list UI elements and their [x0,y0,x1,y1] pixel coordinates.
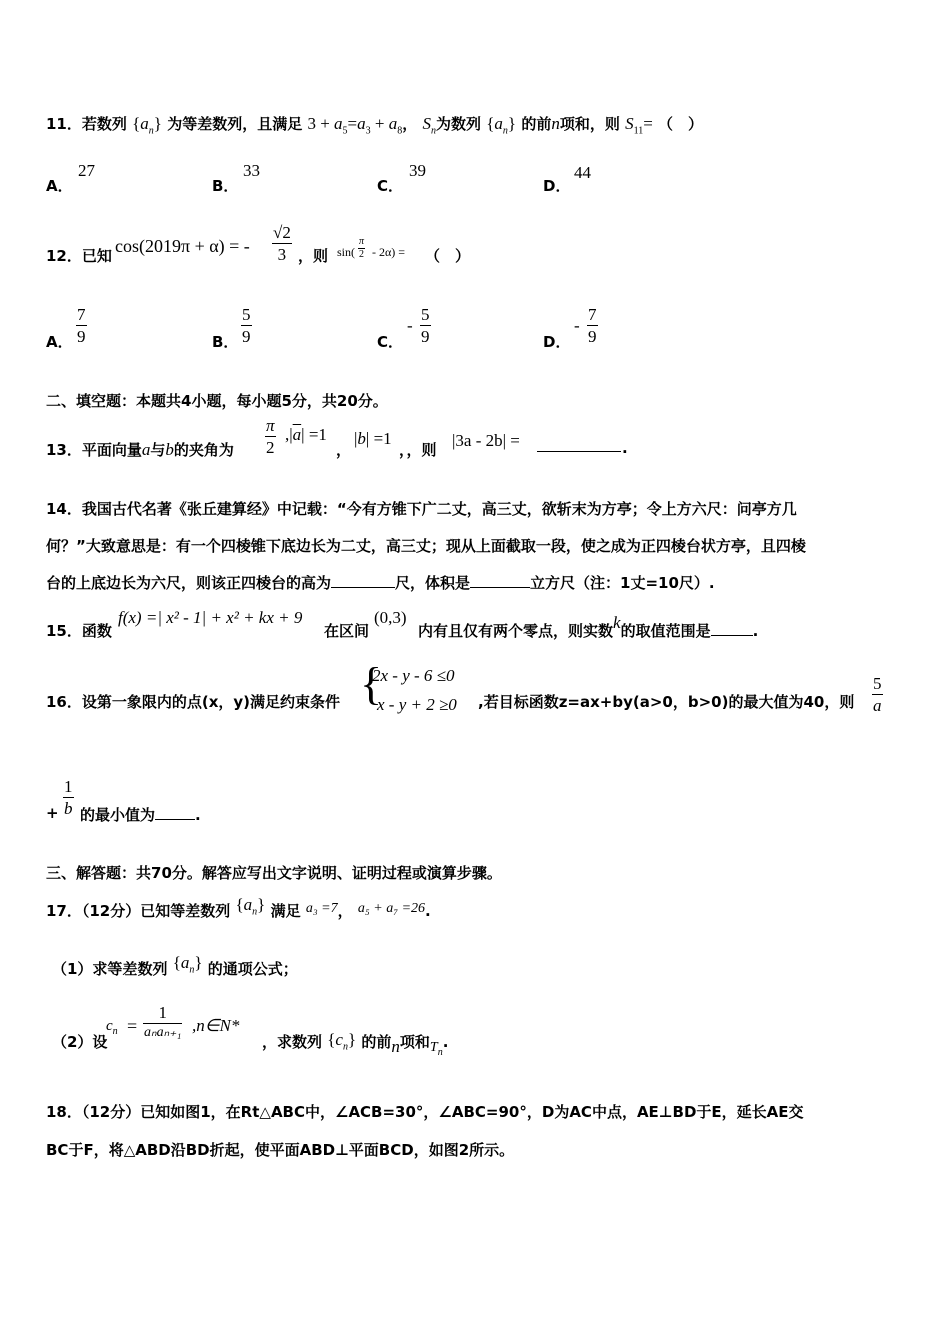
q15-answer-blank[interactable] [711,621,753,636]
q11-condition: $3 + a_5=a_3 + a_8$ [307,114,403,137]
q17-cond1: a₃ =7 [305,901,338,916]
q16-number: 16． [46,693,82,711]
q13-abs-b: |b| =1 [354,429,392,448]
q13-abs-a: $,|\overline{a}| =1$ [285,425,327,444]
q17-frac-cn: 1 aₙaₙ₊₁ [144,1003,182,1040]
q15-interval: (0,3) [374,608,407,627]
q16-line: 16．设第一象限内的点(x，y)满足约束条件 [46,693,341,711]
q16-frac-5-a: 5 a [873,674,882,715]
q14-line2: 何？”大致意思是：有一个四棱锥下底边长为二丈，高三丈；现从上面截取一段，使之成为正四棱台状方亭，且四棱 [46,537,806,555]
q15-function-expr: f(x) =| x² - 1| + x² + kx + 9 [118,608,303,627]
q16-frac-1-b: 1 b [64,777,73,818]
q12-frac-sqrt2-3: √2 3 [273,223,291,264]
seq-brace: $\{a_n\}$ [132,114,162,137]
q13-answer-blank[interactable] [537,437,621,452]
q14-line3: 台的上底边长为六尺，则该正四棱台的高为 尺，体积是 立方尺（注：1丈=10尺）. [46,574,715,592]
q15-number: 15． [46,622,82,640]
q14-height-blank[interactable] [331,573,395,588]
q16-answer-blank[interactable] [155,805,195,820]
q16-constraint-brace: { [360,658,383,709]
q16-constraint-2: x - y + 2 ≥0 [377,695,457,714]
q17-part2: （2）设 [52,1033,108,1051]
section-3-heading: 三、解答题：共70分。解答应写出文字说明、证明过程或演算步骤。 [46,864,502,882]
q18-line2: BC于F，将△ABD沿BD折起，使平面ABD⊥平面BCD，如图2所示。 [46,1141,515,1159]
q16-constraint-1: 2x - y - 6 ≤0 [372,666,455,685]
q13-expr: |3a - 2b| = [452,431,520,450]
q13-frac-pi-2: π 2 [266,416,275,457]
q17-part1: （1）求等差数列 $\{a_n\}$ 的通项公式； [52,953,298,978]
q17-cond2: a₅ + a₇ =26 [357,901,426,916]
q11-number: 11． [46,115,82,133]
q13-line: 13．平面向量a与b的夹角为 [46,440,234,459]
q12-number: 12． [46,247,82,265]
q14-volume-blank[interactable] [470,573,530,588]
q17-number: 17．（12分）已知等差数列 [46,902,231,920]
q12-cos-expr: cos(2019π + α) = - [115,236,250,256]
q18-line1: 18．（12分）已知如图1，在Rt△ABC中，∠ACB=30°，∠ABC=90°，D为AC中点，AE⊥BD于E，延长AE交 [46,1103,804,1121]
q15-line: 15．函数 [46,622,112,640]
q13-number: 13． [46,441,82,459]
q17-line: 17．（12分）已知等差数列 $\{a_n\}$ 满足 a₃ =7， a₅ + a₇ =26. [46,895,431,920]
q12-line: 12．已知 [46,247,112,265]
q17-nset: ,n∈N* [192,1016,240,1035]
q12-frac-pi-2: π 2 [359,236,365,260]
q11-line: 11．若数列 $\{a_n\}$ 为等差数列，且满足 $3 + a_5=a_3 + a_8$， $S_n$为数列 $\{a_n\}$ 的前n项和，则 $S_{11}=$ （ ） [46,114,704,137]
q14-line1: 14．我国古代名著《张丘建算经》中记载：“今有方锥下广二丈，高三丈，欲斩末为方亭；令上方六尺：问亭方几 [46,500,797,518]
section-2-heading: 二、填空题：本题共4小题，每小题5分，共20分。 [46,392,388,410]
